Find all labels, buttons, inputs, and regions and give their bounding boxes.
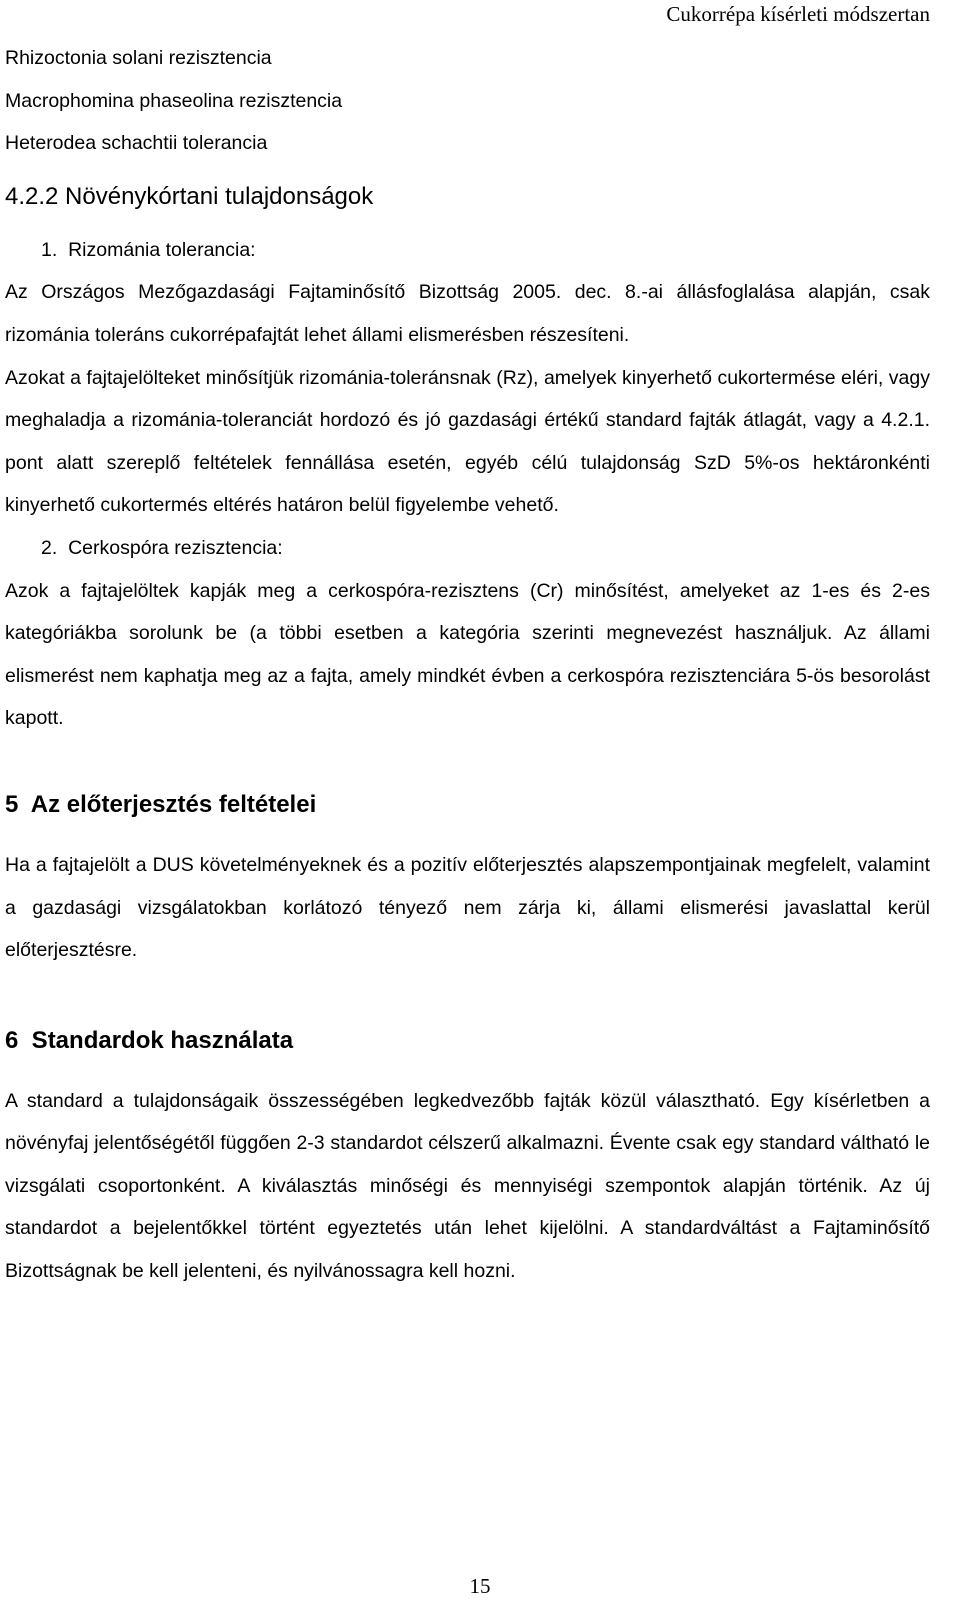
section-heading: 5 Az előterjesztés feltételei (5, 790, 317, 818)
list-item: Macrophomina phaseolina rezisztencia (5, 89, 343, 112)
section-heading: 6 Standardok használata (5, 1026, 294, 1054)
subsection-title: 4.2.2 Növénykórtani tulajdonságok (5, 182, 374, 210)
list-item: Rhizoctonia solani rezisztencia (5, 47, 272, 69)
running-header: Cukorrépa kísérleti módszertan (666, 2, 930, 26)
page-number: 15 (469, 1574, 491, 1598)
paragraph: Ha a fajtajelölt a DUS követelményeknek és a pozitív előterjesztés alapszempontjainak megfelelt, valamint a gazdasági vizsgálatokban korlátozó tényező nem zárja ki, állami elismerési javaslattal kerül előterjesztésre. (5, 853, 930, 962)
paragraph: Azokat a fajtajelölteket minősítjük rizománia-toleránsnak (Rz), amelyek kinyerhető cukortermése eléri, vagy meghaladja a rizománia-toleranciát hordozó és jó gazdasági értékű standard fajták átlagát, vagy a 4.2.1. pont alatt szereplő feltételek fennállása esetén, egyéb célú tulajdonság SzD 5%-os hektáronkénti kinyerhető cukortermés eltérés határon belül figyelembe vehető. (5, 366, 930, 517)
page-content (5, 37, 930, 1293)
paragraph: Azok a fajtajelöltek kapják meg a cerkospóra-rezisztens (Cr) minősítést, amelyeket az 1-es és 2-es kategóriákba sorolunk be (a többi esetben a kategória szerinti megnevezést használjuk. Az állami elismerést nem kaphatja meg az a fajta, amely mindkét évben a cerkospóra rezisztenciára 5-ös besorolást kapott. (5, 579, 930, 730)
paragraph: A standard a tulajdonságaik összességében legkedvezőbb fajták közül választható. Egy kísérletben a növényfaj jelentőségétől függően 2-3 standardot célszerű alkalmazni. Évente csak egy standard váltható le vizsgálati csoportonként. A kiválasztás minőségi és mennyiségi szempontok alapján történik. Az új standardot a bejelentőkkel történt egyeztetés után lehet kijelölni. A standardváltást a Fajtaminősítő Bizottságnak be kell jelenteni, és nyilvánossagra kell hozni. (5, 1089, 930, 1283)
list-item: Heterodea schachtii tolerancia (5, 132, 268, 155)
paragraph: Az Országos Mezőgazdasági Fajtaminősítő Bizottság 2005. dec. 8.-ai állásfoglalása alapján, csak rizománia toleráns cukorrépafajtát lehet állami elismerésben részesíteni. (5, 281, 930, 346)
numbered-item-title: 1. Rizománia tolerancia: (41, 238, 256, 261)
numbered-item-title: 2. Cerkospóra rezisztencia: (41, 536, 283, 559)
